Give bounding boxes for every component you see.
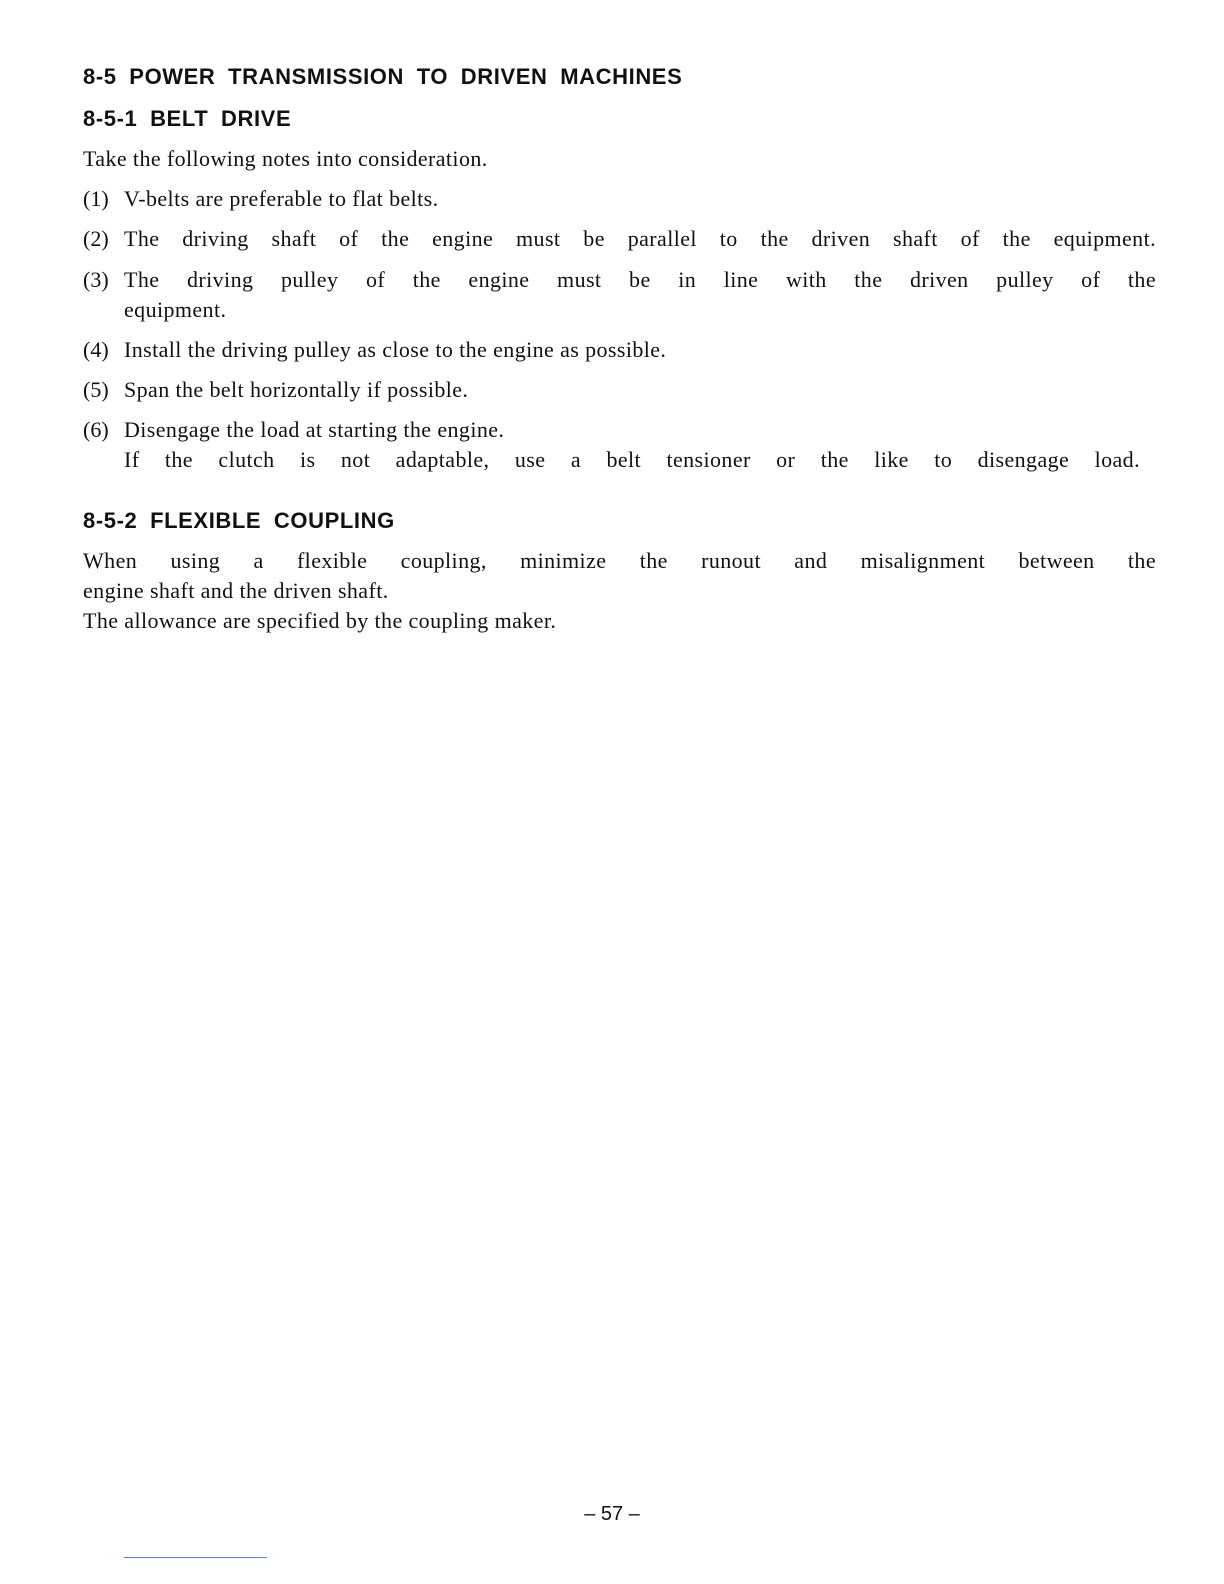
- list-item-text: V-belts are preferable to flat belts.: [124, 186, 439, 211]
- flexible-coupling-paragraph-line: engine shaft and the driven shaft.: [83, 578, 389, 603]
- list-item-text: Disengage the load at starting the engine.: [124, 417, 505, 442]
- flexible-coupling-paragraph-line: The allowance are specified by the coupling maker.: [83, 608, 557, 633]
- belt-drive-intro: Take the following notes into consideration.: [83, 146, 488, 171]
- section-heading: 8-5 POWER TRANSMISSION TO DRIVEN MACHINES: [83, 64, 683, 89]
- list-item-text: Span the belt horizontally if possible.: [124, 377, 469, 402]
- list-item-number: (6): [83, 417, 109, 442]
- list-item-text: The driving shaft of the engine must be parallel to the driven shaft of the equipment.: [124, 226, 1156, 251]
- list-item-number: (3): [83, 267, 109, 292]
- list-item-number: (5): [83, 377, 109, 402]
- list-item-number: (4): [83, 337, 109, 362]
- flexible-coupling-heading: 8-5-2 FLEXIBLE COUPLING: [83, 508, 395, 533]
- list-item-number: (1): [83, 186, 109, 211]
- list-item-text: The driving pulley of the engine must be in line with the driven pulley of the: [124, 267, 1156, 292]
- decorative-rule: [124, 1557, 267, 1558]
- page-number: – 57 –: [584, 1503, 640, 1525]
- list-item-continuation: equipment.: [124, 297, 227, 322]
- list-item-text: Install the driving pulley as close to the engine as possible.: [124, 337, 667, 362]
- flexible-coupling-paragraph-line: When using a flexible coupling, minimize the runout and misalignment between the: [83, 548, 1156, 573]
- list-item-number: (2): [83, 226, 109, 251]
- belt-drive-heading: 8-5-1 BELT DRIVE: [83, 106, 292, 131]
- list-item-continuation: If the clutch is not adaptable, use a belt tensioner or the like to disengage load.: [124, 447, 1140, 472]
